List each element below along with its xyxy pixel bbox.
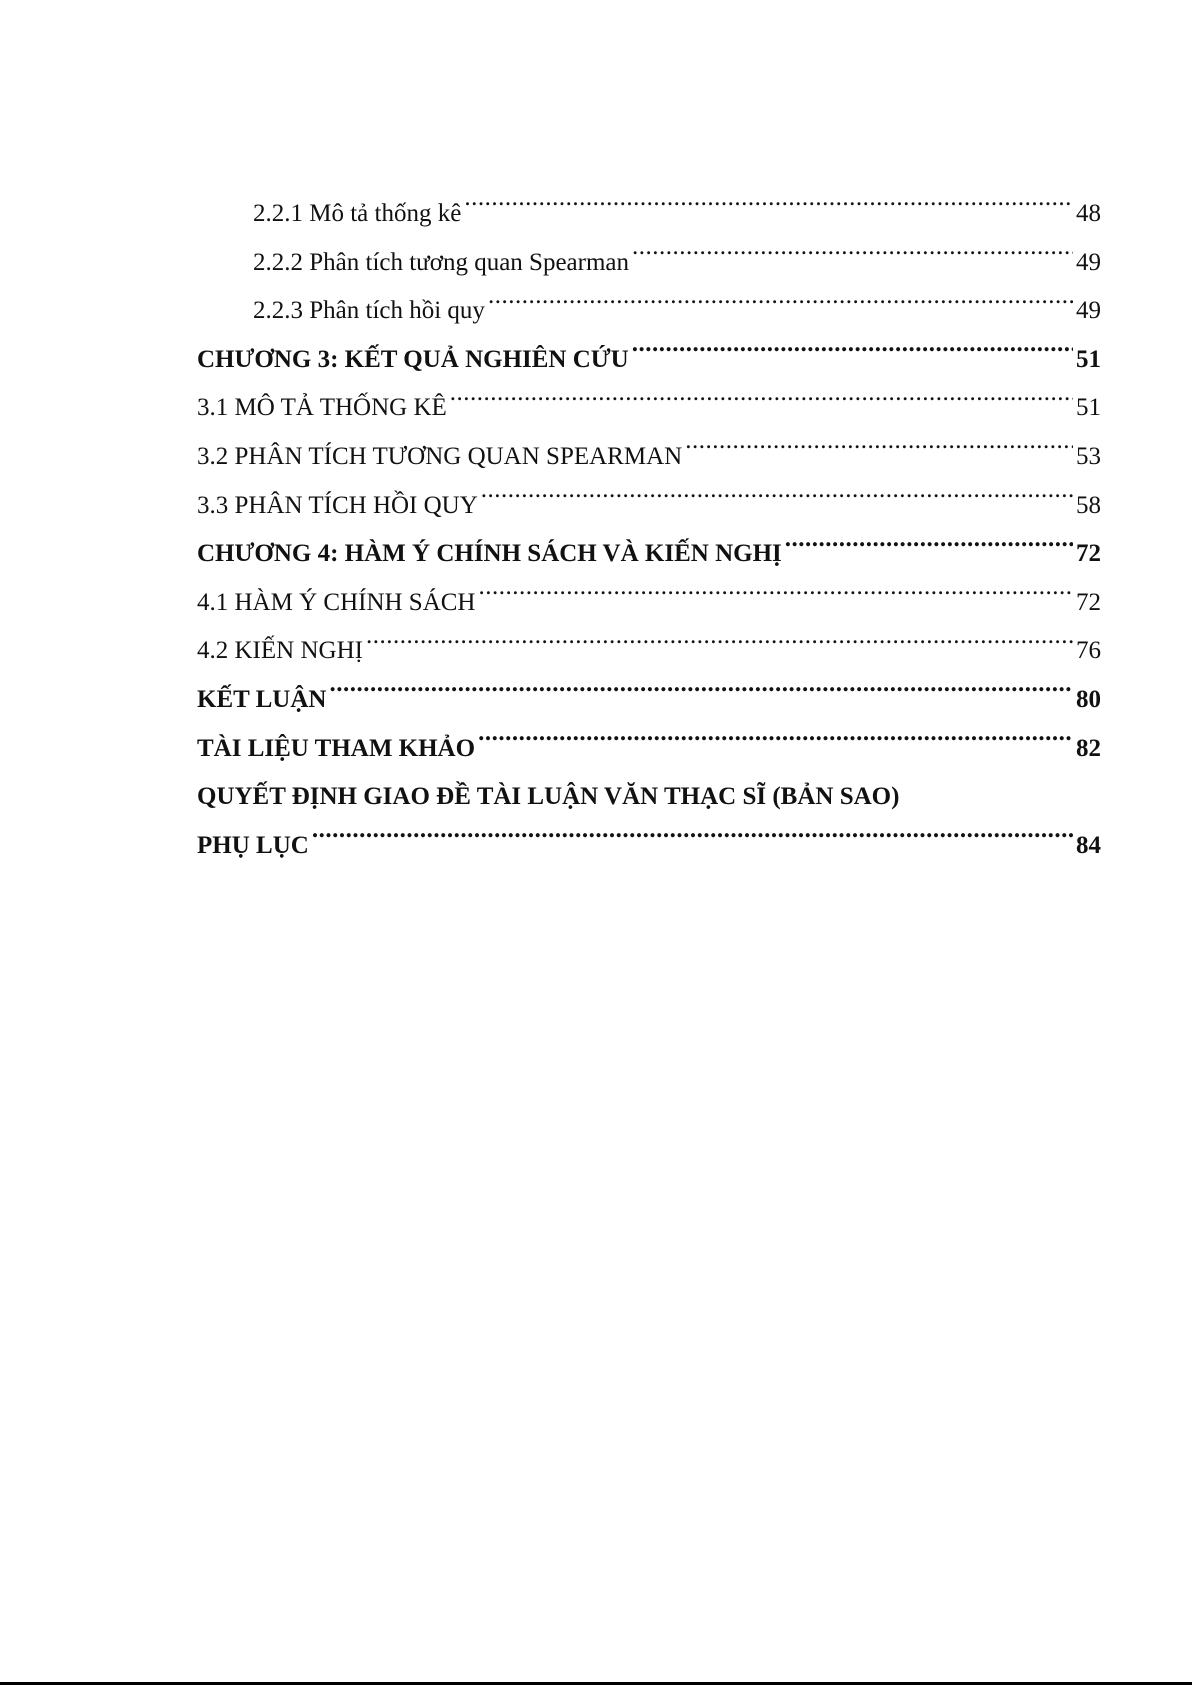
toc-dot-leader: [329, 682, 1073, 707]
toc-entry[interactable]: [197, 482, 1101, 531]
toc-entry[interactable]: [197, 530, 1101, 579]
toc-dot-leader: [481, 488, 1073, 513]
toc-entry[interactable]: [197, 239, 1101, 288]
toc-entry-title: 4.1 HÀM Ý CHÍNH SÁCH: [197, 588, 476, 616]
toc-dot-leader: [312, 828, 1073, 853]
toc-entry[interactable]: [197, 384, 1101, 433]
toc-entry[interactable]: [197, 822, 1101, 871]
toc-entry-title: TÀI LIỆU THAM KHẢO: [197, 734, 476, 762]
toc-entry-page-number: 51: [1076, 345, 1101, 373]
toc-entry[interactable]: [197, 773, 1101, 822]
toc-entry[interactable]: [197, 627, 1101, 676]
toc-dot-leader: [478, 731, 1073, 756]
toc-entry-title: CHƯƠNG 3: KẾT QUẢ NGHIÊN CỨU: [197, 345, 629, 373]
toc-entry-title: PHỤ LỤC: [197, 831, 309, 859]
toc-entry-page-number: 49: [1076, 248, 1101, 276]
toc-entry-title: 3.2 PHÂN TÍCH TƯƠNG QUAN SPEARMAN: [197, 442, 683, 470]
toc-entry[interactable]: [197, 676, 1101, 725]
toc-dot-leader: [366, 633, 1073, 658]
toc-entry[interactable]: [197, 287, 1101, 336]
toc-entry[interactable]: [197, 190, 1101, 239]
toc-dot-leader: [488, 293, 1073, 318]
toc-entry-page-number: 84: [1076, 831, 1101, 859]
toc-dot-leader: [632, 342, 1073, 367]
toc-entry-page-number: 82: [1076, 734, 1101, 762]
toc-dot-leader: [450, 390, 1073, 415]
toc-entry[interactable]: [197, 579, 1101, 628]
toc-entry-page-number: 76: [1076, 637, 1101, 665]
toc-entry-page-number: 49: [1076, 297, 1101, 325]
toc-entry-page-number: 48: [1076, 200, 1101, 227]
toc-dot-leader: [785, 536, 1073, 561]
toc-entry-title: QUYẾT ĐỊNH GIAO ĐỀ TÀI LUẬN VĂN THẠC SĨ (BẢN SAO): [197, 783, 900, 811]
toc-entry-page-number: 72: [1076, 588, 1101, 616]
toc-entry-title: 4.2 KIẾN NGHỊ: [197, 637, 363, 665]
toc-dot-leader: [464, 196, 1073, 221]
toc-entry-title: 2.2.2 Phân tích tương quan Spearman: [253, 248, 630, 276]
toc-dot-leader: [685, 439, 1073, 464]
toc-entry-page-number: 58: [1076, 491, 1101, 519]
toc-dot-leader: [479, 585, 1074, 610]
toc-dot-leader: [632, 245, 1073, 270]
toc-entry-page-number: 72: [1076, 540, 1101, 568]
toc-entry-title: KẾT LUẬN: [197, 685, 327, 713]
toc-entry-title: 2.2.3 Phân tích hồi quy: [253, 297, 485, 325]
toc-entry[interactable]: [197, 433, 1101, 482]
toc-entry-page-number: 80: [1076, 685, 1101, 713]
table-of-contents: [197, 190, 1101, 870]
toc-entry-title: CHƯƠNG 4: HÀM Ý CHÍNH SÁCH VÀ KIẾN NGHỊ: [197, 540, 782, 568]
toc-entry-page-number: 51: [1076, 394, 1101, 422]
toc-entry-title: 3.1 MÔ TẢ THỐNG KÊ: [197, 394, 447, 422]
toc-entry-title: 2.2.1 Mô tả thống kê: [253, 200, 462, 227]
toc-entry[interactable]: [197, 336, 1101, 385]
toc-entry-page-number: 53: [1076, 442, 1101, 470]
toc-entry-title: 3.3 PHÂN TÍCH HỒI QUY: [197, 491, 478, 519]
toc-entry[interactable]: [197, 725, 1101, 774]
